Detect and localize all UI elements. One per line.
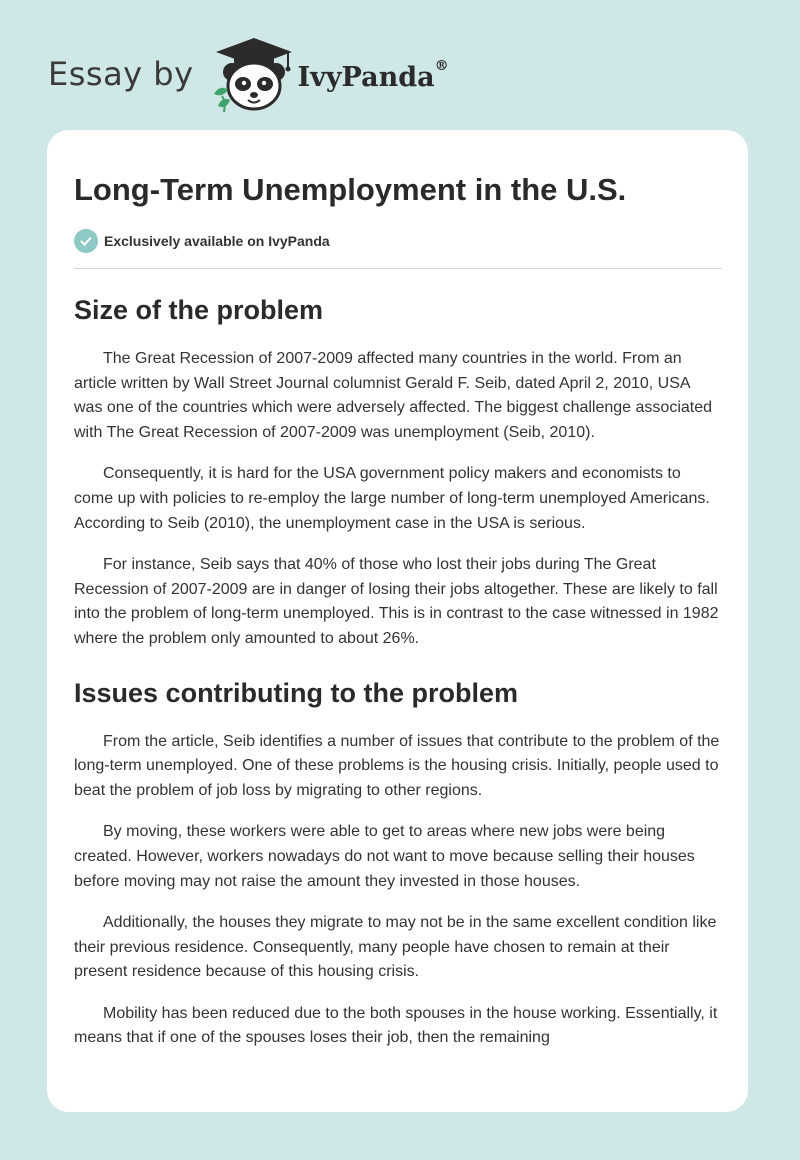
page-title: Long-Term Unemployment in the U.S. (74, 172, 627, 207)
ivypanda-panda-logo-icon[interactable] (208, 34, 300, 114)
divider (74, 268, 722, 269)
registered-mark: ® (434, 57, 449, 74)
paragraph: Additionally, the houses they migrate to may not be in the same excellent condition like their previous residence. Consequently, many people have chosen to remain at their present residence because of this housing crisis. (74, 914, 717, 981)
paragraph: By moving, these workers were able to get to areas where new jobs were being created. However, workers nowadays do not want to move because selling their houses before moving may not raise the amount they invested in those houses. (74, 823, 695, 890)
brand-name[interactable]: IvyPanda® (297, 57, 449, 93)
paragraph: Mobility has been reduced due to the both spouses in the house working. Essentially, it means that if one of the spouses loses their job, then the remaining (74, 1004, 718, 1047)
check-circle-icon (74, 229, 98, 253)
essay-by-label: Essay by (48, 55, 194, 93)
exclusive-badge (74, 228, 722, 254)
section-heading: Size of the problem (74, 295, 324, 325)
section-heading: Issues contributing to the problem (74, 677, 519, 708)
exclusive-label: Exclusively available on IvyPanda (104, 233, 330, 249)
paragraph: The Great Recession of 2007-2009 affected many countries in the world. From an article written by Wall Street Journal columnist Gerald F. Seib, dated April 2, 2010, USA was one of the countries which were adversely affected. The biggest challenge associated with The Great Recession of 2007-2009 was unemployment (Seib, 2010). (74, 350, 713, 441)
essay-card (47, 130, 748, 1112)
paragraph: From the article, Seib identifies a number of issues that contribute to the problem of the long-term unemployed. One of these problems is the housing crisis. Initially, people used to beat the problem of job loss by migrating to other regions. (74, 732, 720, 799)
section-size-of-problem (74, 291, 722, 652)
section-issues-contributing (74, 674, 722, 1052)
site-header (48, 34, 449, 114)
paragraph: Consequently, it is hard for the USA government policy makers and economists to come up with policies to re-employ the large number of long-term unemployed Americans. According to Seib (2010), the unemployment case in the USA is serious. (74, 465, 710, 532)
paragraph: For instance, Seib says that 40% of those who lost their jobs during The Great Recession of 2007-2009 are in danger of losing their jobs altogether. These are likely to fall into the problem of long-term unemployed. This is in contrast to the case witnessed in 1982 where the problem only amounted to about 26%. (74, 556, 719, 647)
